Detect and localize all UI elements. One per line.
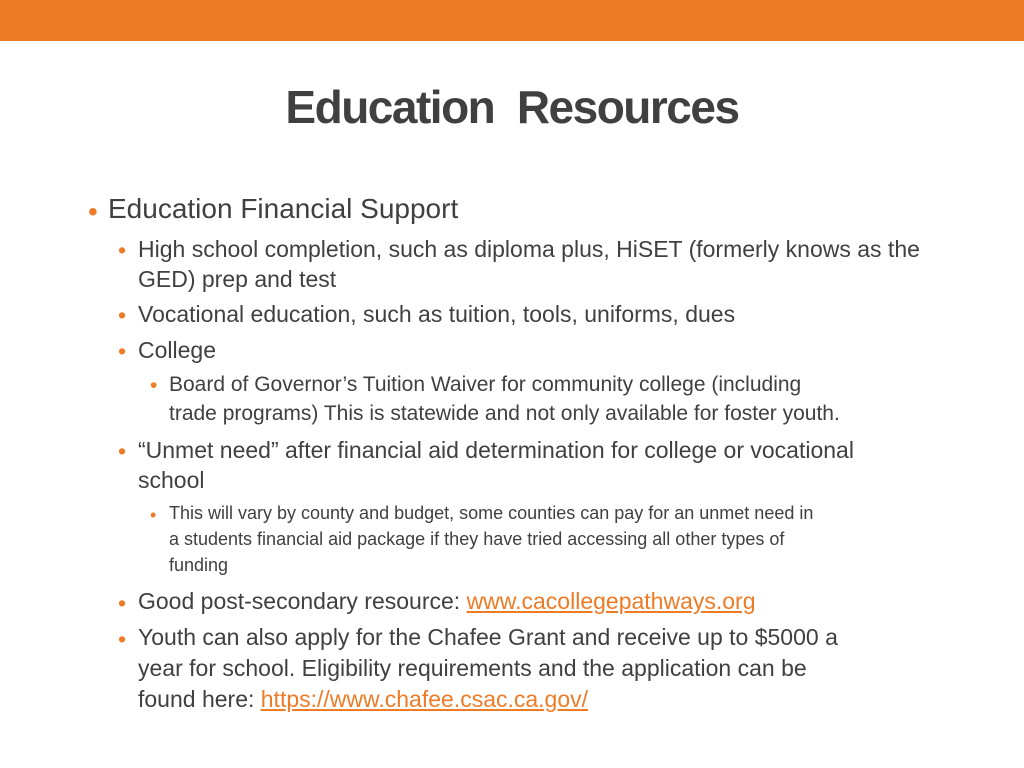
bullet-high-school: • (118, 237, 127, 263)
bullet-resource: • (118, 590, 127, 616)
bullet-support: • (88, 196, 98, 227)
college-item: College (138, 337, 216, 363)
bullet-chafee: • (118, 626, 127, 652)
bullet-college: • (118, 338, 127, 364)
resource-item (138, 588, 756, 615)
chafee-line-3 (138, 686, 588, 713)
slide-title: Education Resources (285, 81, 739, 133)
high-school-line-2: GED) prep and test (138, 266, 337, 292)
bullet-vocational: • (118, 302, 127, 328)
unmet-need-line-2: school (138, 467, 205, 493)
vary-line-3: funding (169, 555, 229, 575)
chafee-line-1: Youth can also apply for the Chafee Grant and receive up to $5000 a (138, 624, 838, 650)
vocational-item: Vocational education, such as tuition, tools, uniforms, dues (138, 301, 736, 327)
cacollegepathways-link[interactable]: www.cacollegepathways.org (466, 588, 756, 614)
high-school-line-1: High school completion, such as diploma plus, HiSET (formerly knows as the (138, 236, 920, 262)
support-heading: Education Financial Support (108, 193, 459, 224)
unmet-need-line-1: “Unmet need” after financial aid determination for college or vocational (138, 437, 854, 463)
chafee-found-here-label: found here: (138, 686, 255, 712)
bullet-bog-waiver: • (150, 374, 158, 397)
vary-line-1: This will vary by county and budget, some counties can pay for an unmet need in (169, 503, 814, 523)
bullet-vary: • (150, 505, 157, 525)
chafee-line-2: year for school. Eligibility requirements and the application can be (138, 655, 807, 681)
bog-waiver-line-1: Board of Governor’s Tuition Waiver for community college (including (169, 373, 802, 396)
bog-waiver-line-2: trade programs) This is statewide and not only available for foster youth. (169, 402, 840, 425)
chafee-link[interactable]: https://www.chafee.csac.ca.gov/ (260, 686, 589, 712)
resource-label: Good post-secondary resource: (138, 588, 461, 614)
bullet-unmet-need: • (118, 438, 127, 464)
vary-line-2: a students financial aid package if they have tried accessing all other types of (169, 529, 785, 549)
